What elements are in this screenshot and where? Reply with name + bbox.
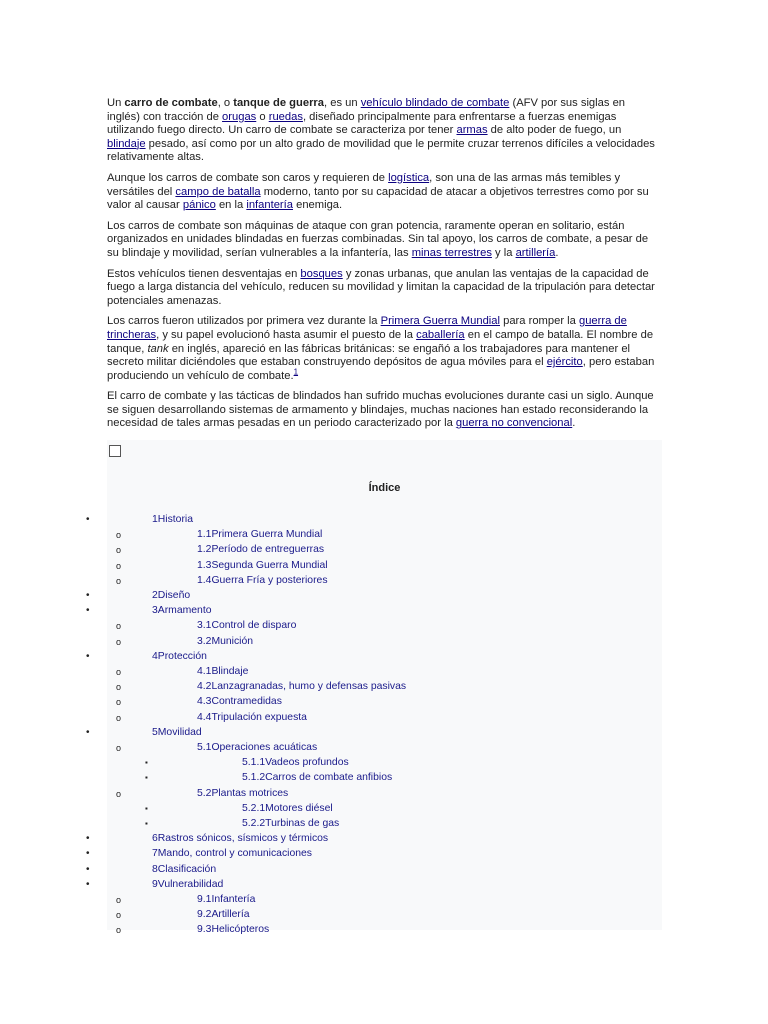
toc-link[interactable]: 8Clasificación — [152, 863, 217, 875]
paragraph-intro — [107, 97, 660, 165]
text-run: moderno, tanto por su capacidad de atacar a objetivos terrestres como por su valor al causar — [107, 185, 649, 212]
toc-bullet — [86, 590, 90, 602]
text-run: , es un — [324, 97, 361, 109]
text-run: Los carros de combate son máquinas de ataque con gran potencia, raramente operan en solitario, están organizados en unidades blindadas en fuerzas combinadas. Sin tal apoyo, los carros de combate, a pesar de su blindaje y movilidad, serían vulnerables a la infantería, las — [107, 219, 649, 259]
toc-bullet — [116, 560, 121, 573]
toc-link[interactable]: 5.1.1Vadeos profundos — [242, 757, 349, 769]
article-link[interactable]: artillería — [515, 246, 556, 259]
toc-link[interactable]: 5.2.1Motores diésel — [242, 802, 333, 814]
text-run: en el campo de batalla. El nombre de tanque, — [107, 328, 654, 355]
text-run: , y su papel evolucionó hasta asumir el puesto de la — [156, 328, 417, 341]
article-link[interactable]: minas terrestres — [411, 246, 492, 259]
text-run: o — [256, 110, 269, 123]
footnote-link[interactable]: 1 — [293, 366, 299, 376]
toc-link[interactable]: 1Historia — [152, 514, 193, 525]
toc-link[interactable]: 4.4Tripulación expuesta — [197, 711, 307, 723]
toc-bullet — [86, 864, 90, 876]
toc-link[interactable]: 5.1.2Carros de combate anfibios — [242, 772, 393, 784]
toc-link[interactable]: 5.1Operaciones acuáticas — [197, 742, 318, 753]
text-run: pesado, así como por un alto grado de movilidad que le permite cruzar terrenos difíciles a velocidades relativamente altas. — [107, 137, 655, 164]
toc-link[interactable]: 9.3Helicópteros — [197, 924, 270, 936]
toc-bullet — [145, 757, 148, 769]
toc-link[interactable]: 3.2Munición — [197, 635, 254, 647]
toc-link[interactable]: 4.2Lanzagranadas, humo y defensas pasivas — [197, 681, 407, 693]
toc-bullet — [116, 712, 121, 725]
toc-bullet — [86, 727, 90, 739]
toc-bullet — [145, 772, 148, 784]
text-run: Estos vehículos tienen desventajas en — [107, 267, 301, 280]
toc-link[interactable]: 5.2.2Turbinas de gas — [242, 818, 340, 829]
article-link[interactable]: campo de batalla — [175, 185, 261, 198]
text-run: (AFV por sus siglas en inglés) con tracción de — [107, 97, 626, 123]
toc-bullet — [116, 894, 121, 907]
article-link[interactable]: logística — [388, 171, 430, 184]
toc-bullet — [86, 879, 90, 891]
toc-bullet — [116, 696, 121, 709]
toc-bullet — [116, 681, 121, 694]
article-link[interactable]: guerra no convencional — [455, 417, 573, 430]
toc-link[interactable]: 4Protección — [152, 650, 207, 662]
toc-title: Índice — [368, 482, 401, 494]
text-run: y zonas urbanas, que anulan las ventajas de la capacidad de fuego a larga distancia del vehículo, reducen su movilidad y limitan la capacidad de la tripulación para detectar potenciales amenazas. — [107, 267, 655, 307]
paragraph-logistics — [107, 172, 660, 213]
text-run: , o — [217, 97, 234, 109]
toc-toggle-checkbox[interactable] — [109, 445, 121, 457]
article-link[interactable]: armas — [456, 124, 488, 137]
paragraph-disadvantages — [107, 268, 660, 309]
toc-link[interactable]: 1.2Período de entreguerras — [197, 544, 325, 556]
article-link[interactable]: caballería — [416, 328, 465, 341]
text-run: y la — [491, 246, 516, 259]
text-run: enemiga. — [292, 199, 343, 212]
article-link[interactable]: Primera Guerra Mundial — [380, 315, 500, 328]
toc-link[interactable]: 9Vulnerabilidad — [152, 878, 224, 890]
toc-bullet — [116, 620, 121, 633]
paragraph-combined-forces — [107, 220, 660, 261]
toc-bullet — [86, 848, 90, 860]
italic-term: tank — [147, 342, 169, 355]
text-run: . — [555, 246, 559, 259]
toc-link[interactable]: 5Movilidad — [152, 726, 202, 738]
toc-bullet — [116, 666, 121, 679]
article-link[interactable]: ruedas — [268, 110, 303, 123]
text-run: , son una de las armas más temibles y versátiles del — [107, 171, 621, 198]
toc-bullet — [86, 605, 90, 617]
toc-link[interactable]: 3Armamento — [152, 605, 212, 617]
toc-link[interactable]: 6Rastros sónicos, sísmicos y térmicos — [152, 833, 329, 845]
bold-term: tanque de guerra — [233, 97, 324, 109]
text-run: Un — [107, 97, 125, 109]
article-link[interactable]: blindaje — [107, 137, 146, 150]
toc-link[interactable]: 4.1Blindaje — [197, 666, 249, 677]
toc-link[interactable]: 1.4Guerra Fría y posteriores — [197, 574, 328, 586]
article-link[interactable]: ejército — [546, 356, 583, 369]
toc-link[interactable]: 5.2Plantas motrices — [197, 787, 289, 799]
toc-link[interactable]: 3.1Control de disparo — [197, 620, 297, 632]
toc-link[interactable]: 1.1Primera Guerra Mundial — [197, 529, 323, 541]
text-run: El carro de combate y las tácticas de blindados han sufrido muchas evoluciones durante casi un siglo. Aunque se siguen desarrollando sistemas de armamento y blindajes, muchas naciones han estado reconsiderando la necesidad de tales armas pesadas en un periodo caracterizado por la — [107, 390, 654, 430]
article-link[interactable]: infantería — [246, 199, 293, 212]
text-run: para romper la — [500, 315, 579, 328]
article-link[interactable]: bosques — [300, 267, 343, 280]
text-run: de alto poder de fuego, un — [487, 124, 622, 137]
toc-bullet — [116, 544, 121, 557]
toc-bullet — [86, 651, 90, 663]
toc-link[interactable]: 2Diseño — [152, 590, 191, 601]
toc-bullet — [145, 818, 148, 830]
toc-link[interactable]: 7Mando, control y comunicaciones — [152, 848, 312, 860]
toc-link[interactable]: 1.3Segunda Guerra Mundial — [197, 559, 328, 571]
toc-bullet — [145, 803, 148, 815]
text-run: . — [572, 417, 576, 430]
toc-bullet — [116, 575, 121, 588]
footnote — [294, 367, 298, 376]
toc-bullet — [86, 514, 90, 526]
bold-term: carro de combate — [124, 97, 218, 109]
article-link[interactable]: orugas — [222, 110, 257, 123]
text-run: Los carros fueron utilizados por primera vez durante la — [107, 315, 381, 328]
toc-bullet — [116, 909, 121, 922]
article-body — [107, 97, 660, 438]
toc-link[interactable]: 9.1Infantería — [197, 894, 256, 905]
toc-bullet — [116, 529, 121, 542]
article-link[interactable]: pánico — [182, 199, 216, 212]
paragraph-history — [107, 315, 660, 383]
text-run: Aunque los carros de combate son caros y requieren de — [107, 171, 389, 184]
toc-bullet — [116, 788, 121, 801]
text-run: , diseñado principalmente para enfrentarse a fuerzas enemigas utilizando fuego directo. Un carro de combate se caracteriza por tener — [107, 110, 617, 137]
toc-link[interactable]: 9.2Artillería — [197, 909, 250, 921]
text-run: en inglés, apareció en las fábricas británicas: se engañó a los trabajadores para mantener el secreto militar diciéndoles que estaban construyendo depósitos de agua móviles para el — [107, 342, 631, 369]
paragraph-evolution — [107, 390, 660, 431]
text-run: , pero estaban produciendo un vehículo de combate. — [107, 356, 655, 382]
toc-bullet — [86, 833, 90, 845]
toc-bullet — [116, 742, 121, 755]
toc-bullet — [116, 636, 121, 649]
article-link[interactable]: guerra de trincheras — [107, 315, 627, 341]
article-link[interactable]: vehículo blindado de combate — [360, 97, 510, 109]
toc-link[interactable]: 4.3Contramedidas — [197, 696, 282, 708]
text-run: en la — [215, 199, 247, 212]
toc-bullet — [116, 924, 121, 937]
